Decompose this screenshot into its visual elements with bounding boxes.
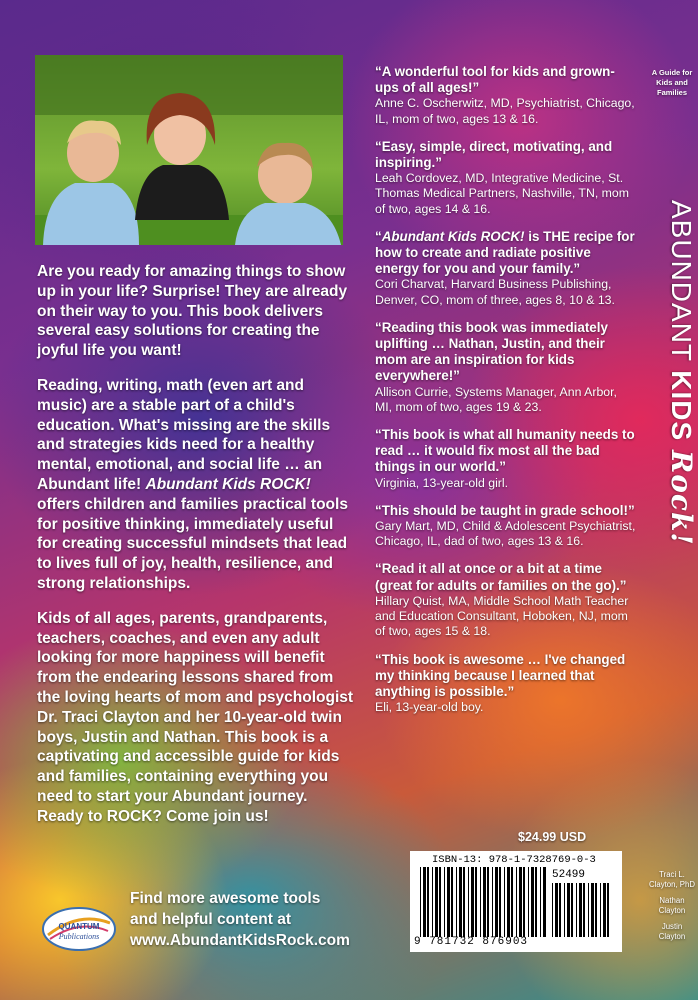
barcode-bar [516,867,517,937]
barcode-bar [451,867,453,937]
testimonial-attribution: Allison Currie, Systems Manager, Ann Arbor, MI, mom of two, ages 19 & 23. [375,384,617,414]
testimonial-attribution: Hillary Quist, MA, Middle School Math Teacher and Education Consultant, Hoboken, NJ, mom of two, ages 15 & 18. [375,593,629,639]
barcode-bar [523,867,525,937]
barcode-bar [427,867,429,937]
spine-authors [648,870,696,948]
isbn-number: ISBN-13: 978-1-7328769-0-3 [432,854,596,866]
description-paragraph-2 [37,376,355,594]
spine-title [636,200,696,590]
spine-title-word-1: ABUNDANT [666,200,697,362]
testimonial-quote: “This should be taught in grade school!” [375,502,635,518]
barcode-bar [607,883,609,937]
barcode-bar [456,867,457,937]
testimonial-attribution: Gary Mart, MD, Child & Adolescent Psychiatrist, Chicago, IL, dad of two, ages 13 & 16. [375,519,636,549]
barcode-bar [552,883,553,937]
logo-line-1: QUANTUM [58,922,100,931]
book-title-inline: Abundant Kids ROCK! [145,475,311,493]
testimonial-attribution: Eli, 13-year-old boy. [375,700,484,715]
testimonial [375,64,637,127]
testimonial-quote: “This book is what all humanity needs to read … it would fix most all the bad things in our world.” [375,427,635,475]
description-paragraph-3: Kids of all ages, parents, grandparents, teachers, coaches, and even any adult looking for more happiness will benefit from the endearing lessons shared from the loving hearts of mom and psychologist Dr. Traci Clayton and her 10-year-old twin boys, Justin and Nathan. This book is a captivating and accessible guide for kids and families, containing everything you need to start your Abundant journey. Ready to ROCK? Come join us! [37,609,354,825]
ean-barcode-bars [420,867,546,937]
quote-rest: is THE recipe for how to create and radiate positive energy for you and your family.” [375,228,635,277]
author-family-photo [35,55,343,245]
barcode-bar [535,867,537,937]
barcode-bar [603,883,606,937]
barcode-bar [495,867,498,937]
barcode-bar [571,883,573,937]
quote-book-title: Abundant Kids ROCK! [381,228,525,244]
ean-digits: 9 781732 876903 [414,936,529,948]
addon-barcode-bars [552,883,610,937]
barcode-bar [463,867,465,937]
barcode-bar [447,867,450,937]
testimonial-attribution: Leah Cordovez, MD, Integrative Medicine, St. Thomas Medical Partners, Nashville, TN, mom of two, ages 14 & 16. [375,171,629,216]
barcode-bar [423,867,426,937]
barcode-bar [588,883,589,937]
logo-line-2: Publications [58,932,100,941]
testimonial-attribution: Anne C. Oscherwitz, MD, Psychiatrist, Chicago, IL, mom of two, ages 13 & 16. [375,96,635,126]
barcode-bar [555,883,558,937]
barcode-bar [475,867,477,937]
price-code: 52499 [552,869,586,881]
testimonial-attribution: Virginia, 13-year-old girl. [375,475,509,490]
description-p2-part-a: Reading, writing, math (even art and music) are a stable part of a child's education. What's missing are the skills and strategies kids need for a healthy mental, emotional, and social life … an Abundant life! [37,376,331,493]
barcode-bar [468,867,469,937]
testimonial [375,652,637,716]
testimonial-quote: “Easy, simple, direct, motivating, and inspiring.” [375,138,613,171]
barcode-bar [528,867,529,937]
family-photo-image [35,55,343,245]
book-description [37,262,355,842]
website-promo [130,888,360,951]
barcode-bar [483,867,486,937]
barcode-bar [543,867,546,937]
barcode-bar [600,883,601,937]
promo-url[interactable]: www.AbundantKidsRock.com [130,932,350,949]
barcode-bar [519,867,522,937]
spine-title-word-2: KIDS [666,370,697,442]
publisher-logo [40,905,118,953]
barcode-bar [579,883,582,937]
testimonial [375,561,637,639]
isbn-barcode [410,851,622,952]
barcode-bar [487,867,489,937]
barcode-bar [492,867,493,937]
testimonial-quote: “This book is awesome … I've changed my thinking because I learned that anything is possible.” [375,651,626,699]
testimonial [375,229,637,308]
promo-line-1: Find more awesome tools [130,890,321,907]
testimonial [375,427,637,491]
barcode-bar [432,867,433,937]
barcode-bar [583,883,585,937]
barcode-bar [559,883,561,937]
testimonial-quote: “Reading this book was immediately uplifting … Nathan, Justin, and their mom are an inspiration for kids everywhere!” [375,319,608,384]
barcode-bar [504,867,505,937]
promo-line-2: and helpful content at [130,911,292,928]
spine-title-word-3: Rock! [665,449,698,546]
testimonial [375,503,637,550]
barcode-bar [540,867,541,937]
barcode-bar [507,867,510,937]
barcode-bar [499,867,501,937]
barcode-bar [567,883,570,937]
testimonial-quote: “A wonderful tool for kids and grown-ups of all ages!” [375,64,615,96]
testimonial-quote [375,229,637,278]
price-label: $24.99 USD [518,830,587,844]
description-p2-part-c: offers children and families practical tools for positive thinking, immediately useful for creating successful mindsets that lead to lives full of joy, health, resilience, and strong relationships. [37,495,348,592]
barcode-bar [531,867,534,937]
author-3: Justin Clayton [658,922,686,941]
barcode-bar [564,883,565,937]
testimonial [375,320,637,415]
barcode-bar [471,867,474,937]
series-tagline: A Guide for Kids and Families [651,68,693,97]
testimonial-attribution: Cori Charvat, Harvard Business Publishing, Denver, CO, mom of three, ages 8, 10 & 13. [375,277,615,307]
description-paragraph-1: Are you ready for amazing things to show up in your life? Surprise! They are already on their way to you. This book delivers several easy solutions for creating the joyful life you want! [37,263,348,360]
barcode-bar [480,867,481,937]
testimonials [375,64,637,727]
barcode-bar [420,867,421,937]
testimonial [375,139,637,217]
testimonial-quote: “Read it all at once or a bit at a time (great for adults or families on the go).” [375,561,627,593]
barcode-bar [591,883,594,937]
barcode-bar [444,867,445,937]
author-1: Traci L. Clayton, PhD [649,870,695,889]
barcode-bar [459,867,462,937]
quote-open-mark: “ [375,228,382,244]
barcode-bar [439,867,441,937]
barcode-bar [435,867,438,937]
barcode-bar [595,883,597,937]
author-2: Nathan Clayton [658,896,686,915]
barcode-bar [511,867,513,937]
barcode-bar [576,883,577,937]
